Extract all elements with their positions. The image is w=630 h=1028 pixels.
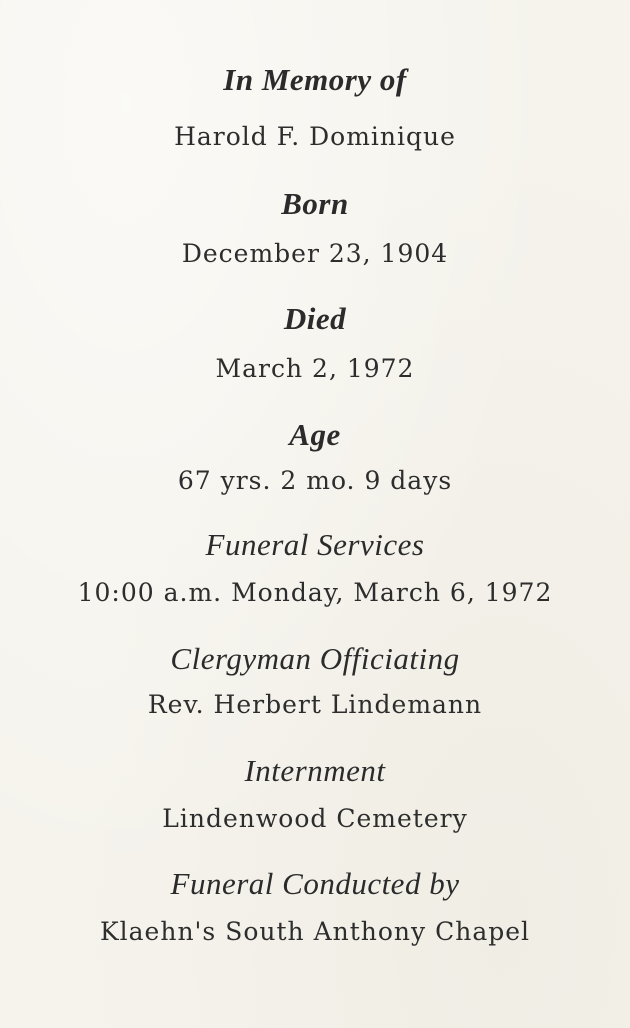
memory-heading: In Memory of	[223, 62, 407, 97]
conducted-value: Klaehn's South Anthony Chapel	[99, 917, 531, 946]
deceased-name: Harold F. Dominique	[174, 122, 456, 151]
born-label: Born	[281, 186, 349, 221]
clergyman-label: Clergyman Officiating	[170, 641, 460, 676]
internment-label: Internment	[244, 753, 386, 788]
internment-value: Lindenwood Cemetery	[162, 804, 468, 833]
age-label: Age	[289, 417, 341, 452]
born-date: December 23, 1904	[181, 239, 449, 268]
services-label: Funeral Services	[205, 527, 425, 562]
conducted-label: Funeral Conducted by	[170, 866, 460, 901]
services-value: 10:00 a.m. Monday, March 6, 1972	[77, 578, 553, 607]
clergyman-value: Rev. Herbert Lindemann	[147, 690, 483, 719]
died-date: March 2, 1972	[215, 354, 415, 383]
died-label: Died	[283, 301, 347, 336]
age-value: 67 yrs. 2 mo. 9 days	[177, 466, 453, 495]
